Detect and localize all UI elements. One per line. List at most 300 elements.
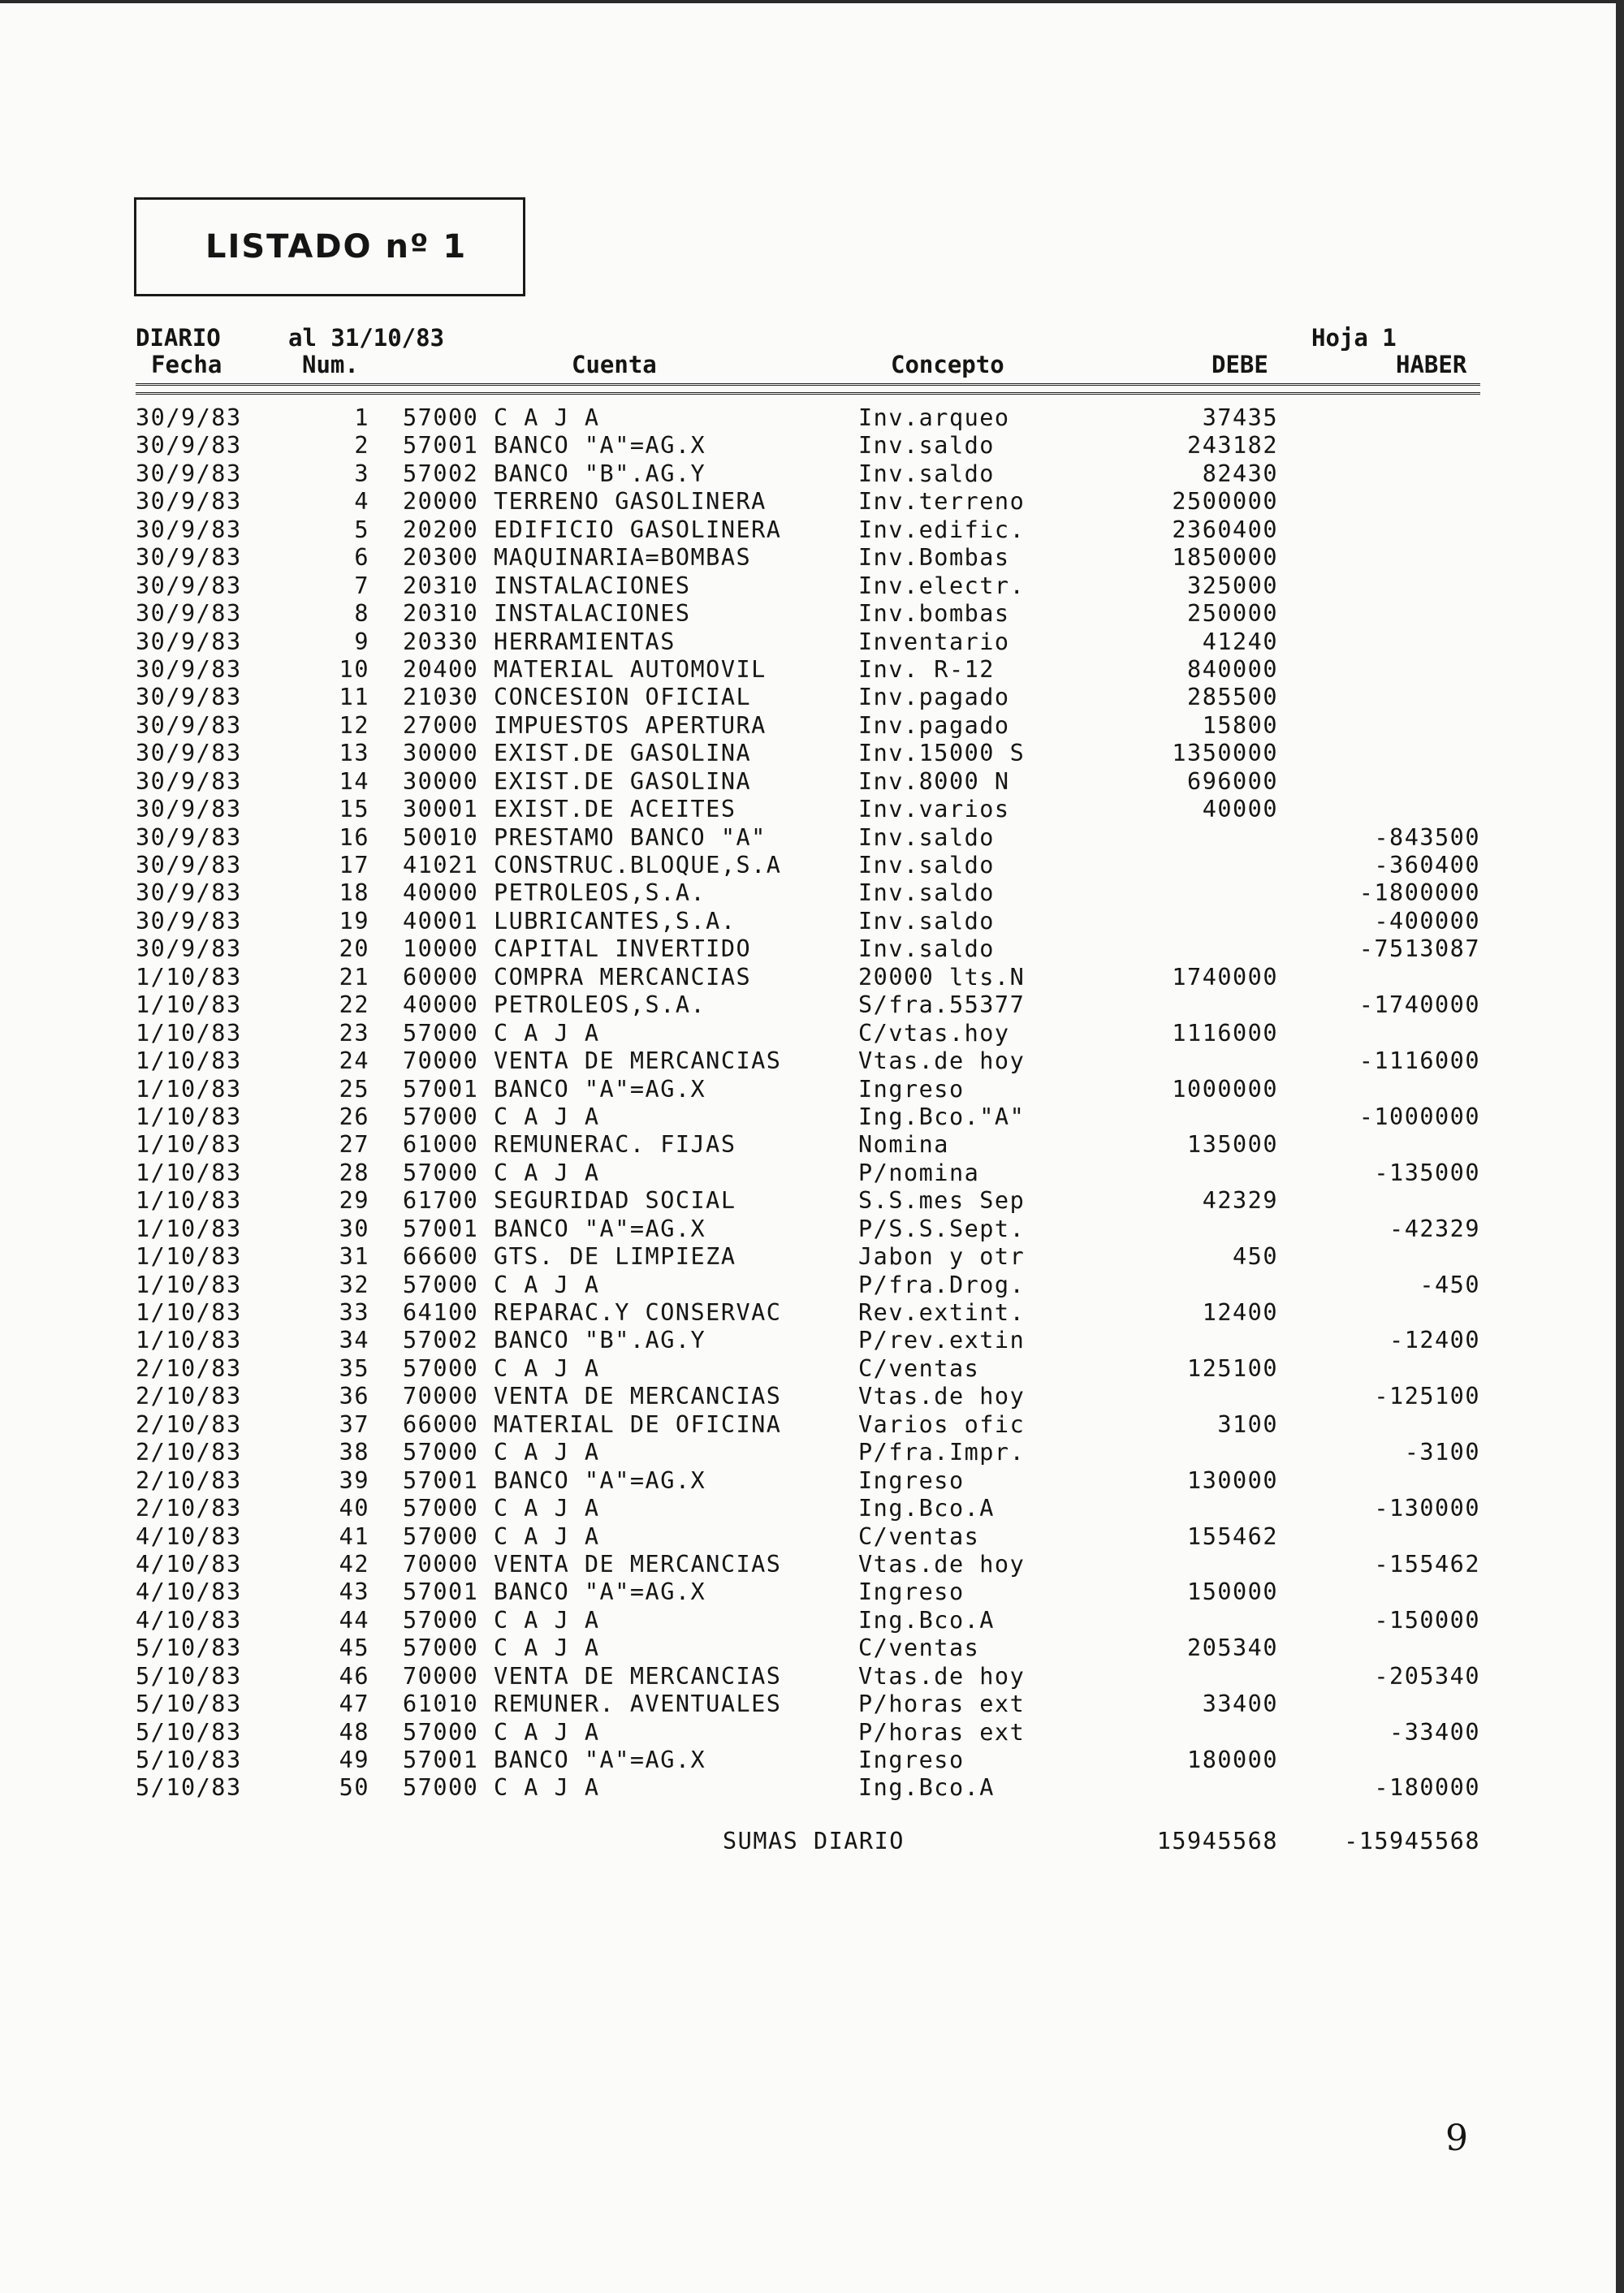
row-concepto: Inv.8000 N (858, 767, 1010, 795)
row-fecha: 1/10/83 (136, 1159, 242, 1186)
journal-row (0, 1159, 1624, 1187)
row-haber: -130000 (1374, 1495, 1480, 1522)
row-cuenta: 57002 BANCO "B".AG.Y (403, 1327, 706, 1354)
row-num: 22 (339, 991, 369, 1019)
header-col-haber: HABER (1396, 351, 1467, 378)
journal-row (0, 1187, 1624, 1215)
row-fecha: 1/10/83 (136, 1131, 242, 1159)
row-fecha: 1/10/83 (136, 991, 242, 1019)
row-cuenta: 57001 BANCO "A"=AG.X (403, 1466, 706, 1494)
row-fecha: 30/9/83 (136, 516, 242, 543)
row-concepto: P/fra.Impr. (858, 1439, 1026, 1466)
row-concepto: P/fra.Drog. (858, 1271, 1026, 1298)
journal-row (0, 1047, 1624, 1075)
row-fecha: 1/10/83 (136, 1327, 242, 1354)
row-num: 41 (339, 1522, 369, 1550)
row-fecha: 30/9/83 (136, 460, 242, 487)
journal-row (0, 460, 1624, 488)
row-concepto: P/nomina (858, 1159, 980, 1186)
row-num: 48 (339, 1718, 369, 1746)
row-haber: -42329 (1389, 1215, 1480, 1242)
row-cuenta: 70000 VENTA DE MERCANCIAS (403, 1662, 782, 1690)
journal-row (0, 1663, 1624, 1691)
row-num: 24 (339, 1047, 369, 1075)
row-fecha: 1/10/83 (136, 1271, 242, 1298)
row-debe: 155462 (1187, 1522, 1278, 1550)
row-fecha: 4/10/83 (136, 1578, 242, 1606)
row-debe: 135000 (1187, 1131, 1278, 1159)
journal-row (0, 1467, 1624, 1495)
journal-row (0, 1747, 1624, 1774)
row-num: 9 (354, 628, 369, 655)
row-fecha: 30/9/83 (136, 852, 242, 879)
row-cuenta: 50010 PRESTAMO BANCO "A" (403, 823, 767, 851)
row-concepto: Inventario (858, 628, 1010, 655)
row-num: 6 (354, 544, 369, 572)
totals-label: SUMAS DIARIO (723, 1828, 905, 1855)
row-fecha: 30/9/83 (136, 767, 242, 795)
row-num: 26 (339, 1103, 369, 1130)
row-debe: 125100 (1187, 1354, 1278, 1382)
row-fecha: 30/9/83 (136, 740, 242, 767)
row-fecha: 5/10/83 (136, 1747, 242, 1773)
row-concepto: Ing.Bco."A" (858, 1103, 1026, 1130)
row-concepto: Ing.Bco.A (858, 1495, 995, 1522)
row-concepto: Nomina (858, 1131, 949, 1159)
row-fecha: 1/10/83 (136, 1103, 242, 1130)
row-num: 20 (339, 935, 369, 963)
journal-row (0, 991, 1624, 1019)
row-fecha: 4/10/83 (136, 1522, 242, 1550)
row-num: 17 (339, 852, 369, 879)
row-concepto: C/ventas (858, 1354, 980, 1382)
row-debe: 180000 (1187, 1747, 1278, 1773)
row-concepto: Inv.15000 S (858, 740, 1026, 767)
row-num: 40 (339, 1495, 369, 1522)
row-haber: -180000 (1374, 1774, 1480, 1802)
row-cuenta: 57001 BANCO "A"=AG.X (403, 432, 706, 460)
journal-row (0, 1607, 1624, 1634)
row-num: 11 (339, 684, 369, 711)
row-cuenta: 70000 VENTA DE MERCANCIAS (403, 1550, 782, 1578)
listing-title: LISTADO nº 1 (205, 228, 468, 266)
header-col-debe: DEBE (1212, 351, 1268, 378)
journal-row (0, 712, 1624, 740)
row-num: 35 (339, 1354, 369, 1382)
row-fecha: 2/10/83 (136, 1410, 242, 1438)
row-concepto: P/rev.extin (858, 1327, 1026, 1354)
row-debe: 1350000 (1172, 740, 1278, 767)
header-col-num: Num. (302, 351, 359, 378)
row-num: 8 (354, 600, 369, 628)
header-col-fecha: Fecha (151, 351, 222, 378)
row-concepto: Jabon y otr (858, 1243, 1026, 1271)
row-concepto: Inv.electr. (858, 572, 1026, 599)
journal-row (0, 600, 1624, 628)
row-num: 16 (339, 823, 369, 851)
header-sheet: Hoja 1 (1311, 324, 1397, 352)
row-debe: 3100 (1217, 1410, 1278, 1438)
row-debe: 285500 (1187, 684, 1278, 711)
row-num: 15 (339, 796, 369, 823)
row-cuenta: 20000 TERRENO GASOLINERA (403, 488, 767, 516)
journal-row (0, 628, 1624, 656)
journal-row (0, 879, 1624, 907)
journal-row (0, 1691, 1624, 1718)
row-cuenta: 66600 GTS. DE LIMPIEZA (403, 1243, 736, 1271)
row-num: 39 (339, 1466, 369, 1494)
journal-row (0, 1103, 1624, 1131)
row-num: 1 (354, 404, 369, 431)
row-debe: 1850000 (1172, 544, 1278, 572)
row-num: 10 (339, 655, 369, 683)
row-debe: 41240 (1202, 628, 1278, 655)
row-concepto: C/ventas (858, 1634, 980, 1662)
row-cuenta: 30000 EXIST.DE GASOLINA (403, 740, 752, 767)
journal-row (0, 572, 1624, 600)
row-debe: 1116000 (1172, 1019, 1278, 1047)
listing-title-box (134, 197, 525, 296)
row-concepto: S/fra.55377 (858, 991, 1026, 1019)
row-debe: 150000 (1187, 1578, 1278, 1606)
journal-row (0, 656, 1624, 684)
journal-row (0, 488, 1624, 516)
row-num: 44 (339, 1606, 369, 1634)
row-num: 28 (339, 1159, 369, 1186)
row-haber: -843500 (1374, 823, 1480, 851)
row-concepto: 20000 lts.N (858, 963, 1026, 991)
row-num: 31 (339, 1243, 369, 1271)
row-debe: 325000 (1187, 572, 1278, 599)
row-num: 13 (339, 740, 369, 767)
row-fecha: 30/9/83 (136, 684, 242, 711)
row-debe: 82430 (1202, 460, 1278, 487)
row-cuenta: 57001 BANCO "A"=AG.X (403, 1747, 706, 1773)
row-fecha: 30/9/83 (136, 404, 242, 431)
row-concepto: Inv.edific. (858, 516, 1026, 543)
header-col-cuenta: Cuenta (572, 351, 657, 378)
header-diario: DIARIO (136, 324, 221, 352)
row-cuenta: 20310 INSTALACIONES (403, 600, 691, 628)
journal-row (0, 1439, 1624, 1466)
row-haber: -450 (1419, 1271, 1480, 1298)
row-cuenta: 57001 BANCO "A"=AG.X (403, 1578, 706, 1606)
row-haber: -12400 (1389, 1327, 1480, 1354)
row-fecha: 5/10/83 (136, 1691, 242, 1718)
row-debe: 840000 (1187, 655, 1278, 683)
row-cuenta: 30000 EXIST.DE GASOLINA (403, 767, 752, 795)
row-fecha: 5/10/83 (136, 1718, 242, 1746)
row-cuenta: 20200 EDIFICIO GASOLINERA (403, 516, 782, 543)
row-fecha: 30/9/83 (136, 432, 242, 460)
row-cuenta: 20300 MAQUINARIA=BOMBAS (403, 544, 752, 572)
row-num: 46 (339, 1662, 369, 1690)
row-num: 5 (354, 516, 369, 543)
row-fecha: 1/10/83 (136, 1299, 242, 1326)
row-cuenta: 57001 BANCO "A"=AG.X (403, 1215, 706, 1242)
row-num: 38 (339, 1439, 369, 1466)
row-debe: 40000 (1202, 796, 1278, 823)
row-haber: -33400 (1389, 1718, 1480, 1746)
journal-rows (0, 404, 1624, 1803)
row-fecha: 30/9/83 (136, 879, 242, 907)
row-concepto: P/horas ext (858, 1718, 1026, 1746)
journal-row (0, 935, 1624, 963)
journal-row (0, 1774, 1624, 1802)
row-cuenta: 10000 CAPITAL INVERTIDO (403, 935, 752, 963)
journal-row (0, 1243, 1624, 1271)
row-fecha: 1/10/83 (136, 1187, 242, 1215)
row-haber: -360400 (1374, 852, 1480, 879)
row-num: 4 (354, 488, 369, 516)
row-fecha: 30/9/83 (136, 823, 242, 851)
row-concepto: C/vtas.hoy (858, 1019, 1010, 1047)
row-cuenta: 57000 C A J A (403, 1271, 600, 1298)
row-debe: 12400 (1202, 1299, 1278, 1326)
row-cuenta: 57000 C A J A (403, 1718, 600, 1746)
row-num: 19 (339, 907, 369, 935)
journal-row (0, 684, 1624, 711)
header-col-concepto: Concepto (891, 351, 1004, 378)
row-num: 14 (339, 767, 369, 795)
row-concepto: Ingreso (858, 1075, 965, 1103)
row-haber: -205340 (1374, 1662, 1480, 1690)
row-fecha: 30/9/83 (136, 711, 242, 739)
journal-row (0, 544, 1624, 572)
journal-row (0, 1383, 1624, 1410)
row-cuenta: 61000 REMUNERAC. FIJAS (403, 1131, 736, 1159)
row-concepto: Varios ofic (858, 1410, 1026, 1438)
journal-row (0, 1719, 1624, 1747)
row-debe: 450 (1233, 1243, 1278, 1271)
row-fecha: 30/9/83 (136, 628, 242, 655)
row-cuenta: 20310 INSTALACIONES (403, 572, 691, 599)
row-cuenta: 57000 C A J A (403, 1354, 600, 1382)
row-debe: 2500000 (1172, 488, 1278, 516)
journal-row (0, 964, 1624, 991)
row-concepto: Rev.extint. (858, 1299, 1026, 1326)
row-fecha: 1/10/83 (136, 1047, 242, 1075)
row-cuenta: 21030 CONCESION OFICIAL (403, 684, 752, 711)
journal-row (0, 404, 1624, 432)
row-concepto: Ingreso (858, 1578, 965, 1606)
journal-row (0, 1299, 1624, 1327)
row-num: 32 (339, 1271, 369, 1298)
journal-row (0, 824, 1624, 852)
row-num: 34 (339, 1327, 369, 1354)
journal-row (0, 1216, 1624, 1243)
row-haber: -7513087 (1358, 935, 1480, 963)
journal-row (0, 1355, 1624, 1383)
row-concepto: Ingreso (858, 1466, 965, 1494)
row-debe: 250000 (1187, 600, 1278, 628)
row-num: 49 (339, 1747, 369, 1773)
row-concepto: Inv.pagado (858, 684, 1010, 711)
row-cuenta: 61010 REMUNER. AVENTUALES (403, 1691, 782, 1718)
row-fecha: 4/10/83 (136, 1550, 242, 1578)
row-cuenta: 70000 VENTA DE MERCANCIAS (403, 1047, 782, 1075)
journal-row (0, 1272, 1624, 1299)
row-haber: -125100 (1374, 1383, 1480, 1410)
row-cuenta: 40000 PETROLEOS,S.A. (403, 991, 706, 1019)
row-cuenta: 40001 LUBRICANTES,S.A. (403, 907, 736, 935)
row-cuenta: 57000 C A J A (403, 1439, 600, 1466)
row-cuenta: 57000 C A J A (403, 1103, 600, 1130)
row-debe: 42329 (1202, 1187, 1278, 1215)
row-cuenta: 41021 CONSTRUC.BLOQUE,S.A (403, 852, 782, 879)
row-concepto: Inv.varios (858, 796, 1010, 823)
row-concepto: S.S.mes Sep (858, 1187, 1026, 1215)
row-haber: -1800000 (1358, 879, 1480, 907)
row-fecha: 1/10/83 (136, 1215, 242, 1242)
journal-row (0, 1495, 1624, 1522)
row-cuenta: 61700 SEGURIDAD SOCIAL (403, 1187, 736, 1215)
row-fecha: 1/10/83 (136, 1243, 242, 1271)
journal-row (0, 852, 1624, 879)
row-fecha: 1/10/83 (136, 1075, 242, 1103)
row-cuenta: 57002 BANCO "B".AG.Y (403, 460, 706, 487)
row-concepto: Inv.terreno (858, 488, 1026, 516)
row-cuenta: 64100 REPARAC.Y CONSERVAC (403, 1299, 782, 1326)
row-debe: 1740000 (1172, 963, 1278, 991)
row-cuenta: 57000 C A J A (403, 1606, 600, 1634)
row-num: 37 (339, 1410, 369, 1438)
row-debe: 1000000 (1172, 1075, 1278, 1103)
row-fecha: 30/9/83 (136, 796, 242, 823)
row-fecha: 2/10/83 (136, 1383, 242, 1410)
row-concepto: Ing.Bco.A (858, 1606, 995, 1634)
row-concepto: Inv.bombas (858, 600, 1010, 628)
row-cuenta: 40000 PETROLEOS,S.A. (403, 879, 706, 907)
row-num: 25 (339, 1075, 369, 1103)
row-concepto: Inv.arqueo (858, 404, 1010, 431)
row-cuenta: 57000 C A J A (403, 1159, 600, 1186)
row-fecha: 5/10/83 (136, 1774, 242, 1802)
row-concepto: Vtas.de hoy (858, 1550, 1026, 1578)
row-concepto: Inv.saldo (858, 879, 995, 907)
row-haber: -1000000 (1358, 1103, 1480, 1130)
row-concepto: Inv.saldo (858, 823, 995, 851)
journal-row (0, 1076, 1624, 1103)
row-fecha: 5/10/83 (136, 1634, 242, 1662)
journal-row (0, 1634, 1624, 1662)
row-fecha: 1/10/83 (136, 1019, 242, 1047)
row-debe: 15800 (1202, 711, 1278, 739)
row-num: 27 (339, 1131, 369, 1159)
row-num: 33 (339, 1299, 369, 1326)
row-fecha: 30/9/83 (136, 488, 242, 516)
row-cuenta: 57000 C A J A (403, 1774, 600, 1802)
row-haber: -400000 (1374, 907, 1480, 935)
row-debe: 33400 (1202, 1691, 1278, 1718)
journal-row (0, 1523, 1624, 1551)
row-concepto: Inv.saldo (858, 907, 995, 935)
row-fecha: 4/10/83 (136, 1606, 242, 1634)
journal-row (0, 908, 1624, 935)
row-num: 7 (354, 572, 369, 599)
row-concepto: Ing.Bco.A (858, 1774, 995, 1802)
row-concepto: Vtas.de hoy (858, 1047, 1026, 1075)
row-cuenta: 57000 C A J A (403, 1019, 600, 1047)
row-cuenta: 70000 VENTA DE MERCANCIAS (403, 1383, 782, 1410)
row-debe: 243182 (1187, 432, 1278, 460)
row-num: 23 (339, 1019, 369, 1047)
row-cuenta: 57001 BANCO "A"=AG.X (403, 1075, 706, 1103)
header-separator (136, 383, 1480, 395)
row-cuenta: 20330 HERRAMIENTAS (403, 628, 676, 655)
row-fecha: 30/9/83 (136, 572, 242, 599)
row-num: 36 (339, 1383, 369, 1410)
row-concepto: Ingreso (858, 1747, 965, 1773)
header-date: al 31/10/83 (288, 324, 445, 352)
row-fecha: 30/9/83 (136, 600, 242, 628)
row-debe: 37435 (1202, 404, 1278, 431)
row-num: 43 (339, 1578, 369, 1606)
row-cuenta: 57000 C A J A (403, 1634, 600, 1662)
row-concepto: Inv.saldo (858, 852, 995, 879)
journal-row (0, 1551, 1624, 1578)
row-concepto: Vtas.de hoy (858, 1662, 1026, 1690)
row-num: 42 (339, 1550, 369, 1578)
journal-row (0, 740, 1624, 767)
row-fecha: 30/9/83 (136, 655, 242, 683)
row-num: 45 (339, 1634, 369, 1662)
row-fecha: 5/10/83 (136, 1662, 242, 1690)
row-fecha: 2/10/83 (136, 1495, 242, 1522)
row-cuenta: 57000 C A J A (403, 1522, 600, 1550)
row-cuenta: 60000 COMPRA MERCANCIAS (403, 963, 752, 991)
row-concepto: Inv.Bombas (858, 544, 1010, 572)
row-debe: 130000 (1187, 1466, 1278, 1494)
journal-row (0, 796, 1624, 823)
row-concepto: P/horas ext (858, 1691, 1026, 1718)
row-fecha: 2/10/83 (136, 1439, 242, 1466)
row-concepto: Inv. R-12 (858, 655, 995, 683)
totals-debe: 15945568 (1156, 1828, 1278, 1855)
totals-haber: -15945568 (1344, 1828, 1480, 1855)
row-cuenta: 57000 C A J A (403, 1495, 600, 1522)
row-cuenta: 57000 C A J A (403, 404, 600, 431)
row-haber: -1740000 (1358, 991, 1480, 1019)
row-fecha: 30/9/83 (136, 907, 242, 935)
journal-row (0, 1020, 1624, 1047)
journal-row (0, 1327, 1624, 1354)
row-num: 29 (339, 1187, 369, 1215)
row-num: 3 (354, 460, 369, 487)
journal-row (0, 432, 1624, 460)
row-concepto: Inv.saldo (858, 432, 995, 460)
row-haber: -155462 (1374, 1550, 1480, 1578)
row-fecha: 30/9/83 (136, 544, 242, 572)
row-concepto: Inv.saldo (858, 460, 995, 487)
row-cuenta: 30001 EXIST.DE ACEITES (403, 796, 736, 823)
row-debe: 205340 (1187, 1634, 1278, 1662)
row-num: 47 (339, 1691, 369, 1718)
row-concepto: P/S.S.Sept. (858, 1215, 1026, 1242)
row-debe: 2360400 (1172, 516, 1278, 543)
row-num: 18 (339, 879, 369, 907)
row-num: 2 (354, 432, 369, 460)
journal-row (0, 768, 1624, 796)
row-debe: 696000 (1187, 767, 1278, 795)
row-cuenta: 20400 MATERIAL AUTOMOVIL (403, 655, 767, 683)
journal-row (0, 1578, 1624, 1606)
row-num: 12 (339, 711, 369, 739)
row-haber: -135000 (1374, 1159, 1480, 1186)
row-concepto: C/ventas (858, 1522, 980, 1550)
page-number: 9 (1445, 2118, 1468, 2159)
row-cuenta: 66000 MATERIAL DE OFICINA (403, 1410, 782, 1438)
